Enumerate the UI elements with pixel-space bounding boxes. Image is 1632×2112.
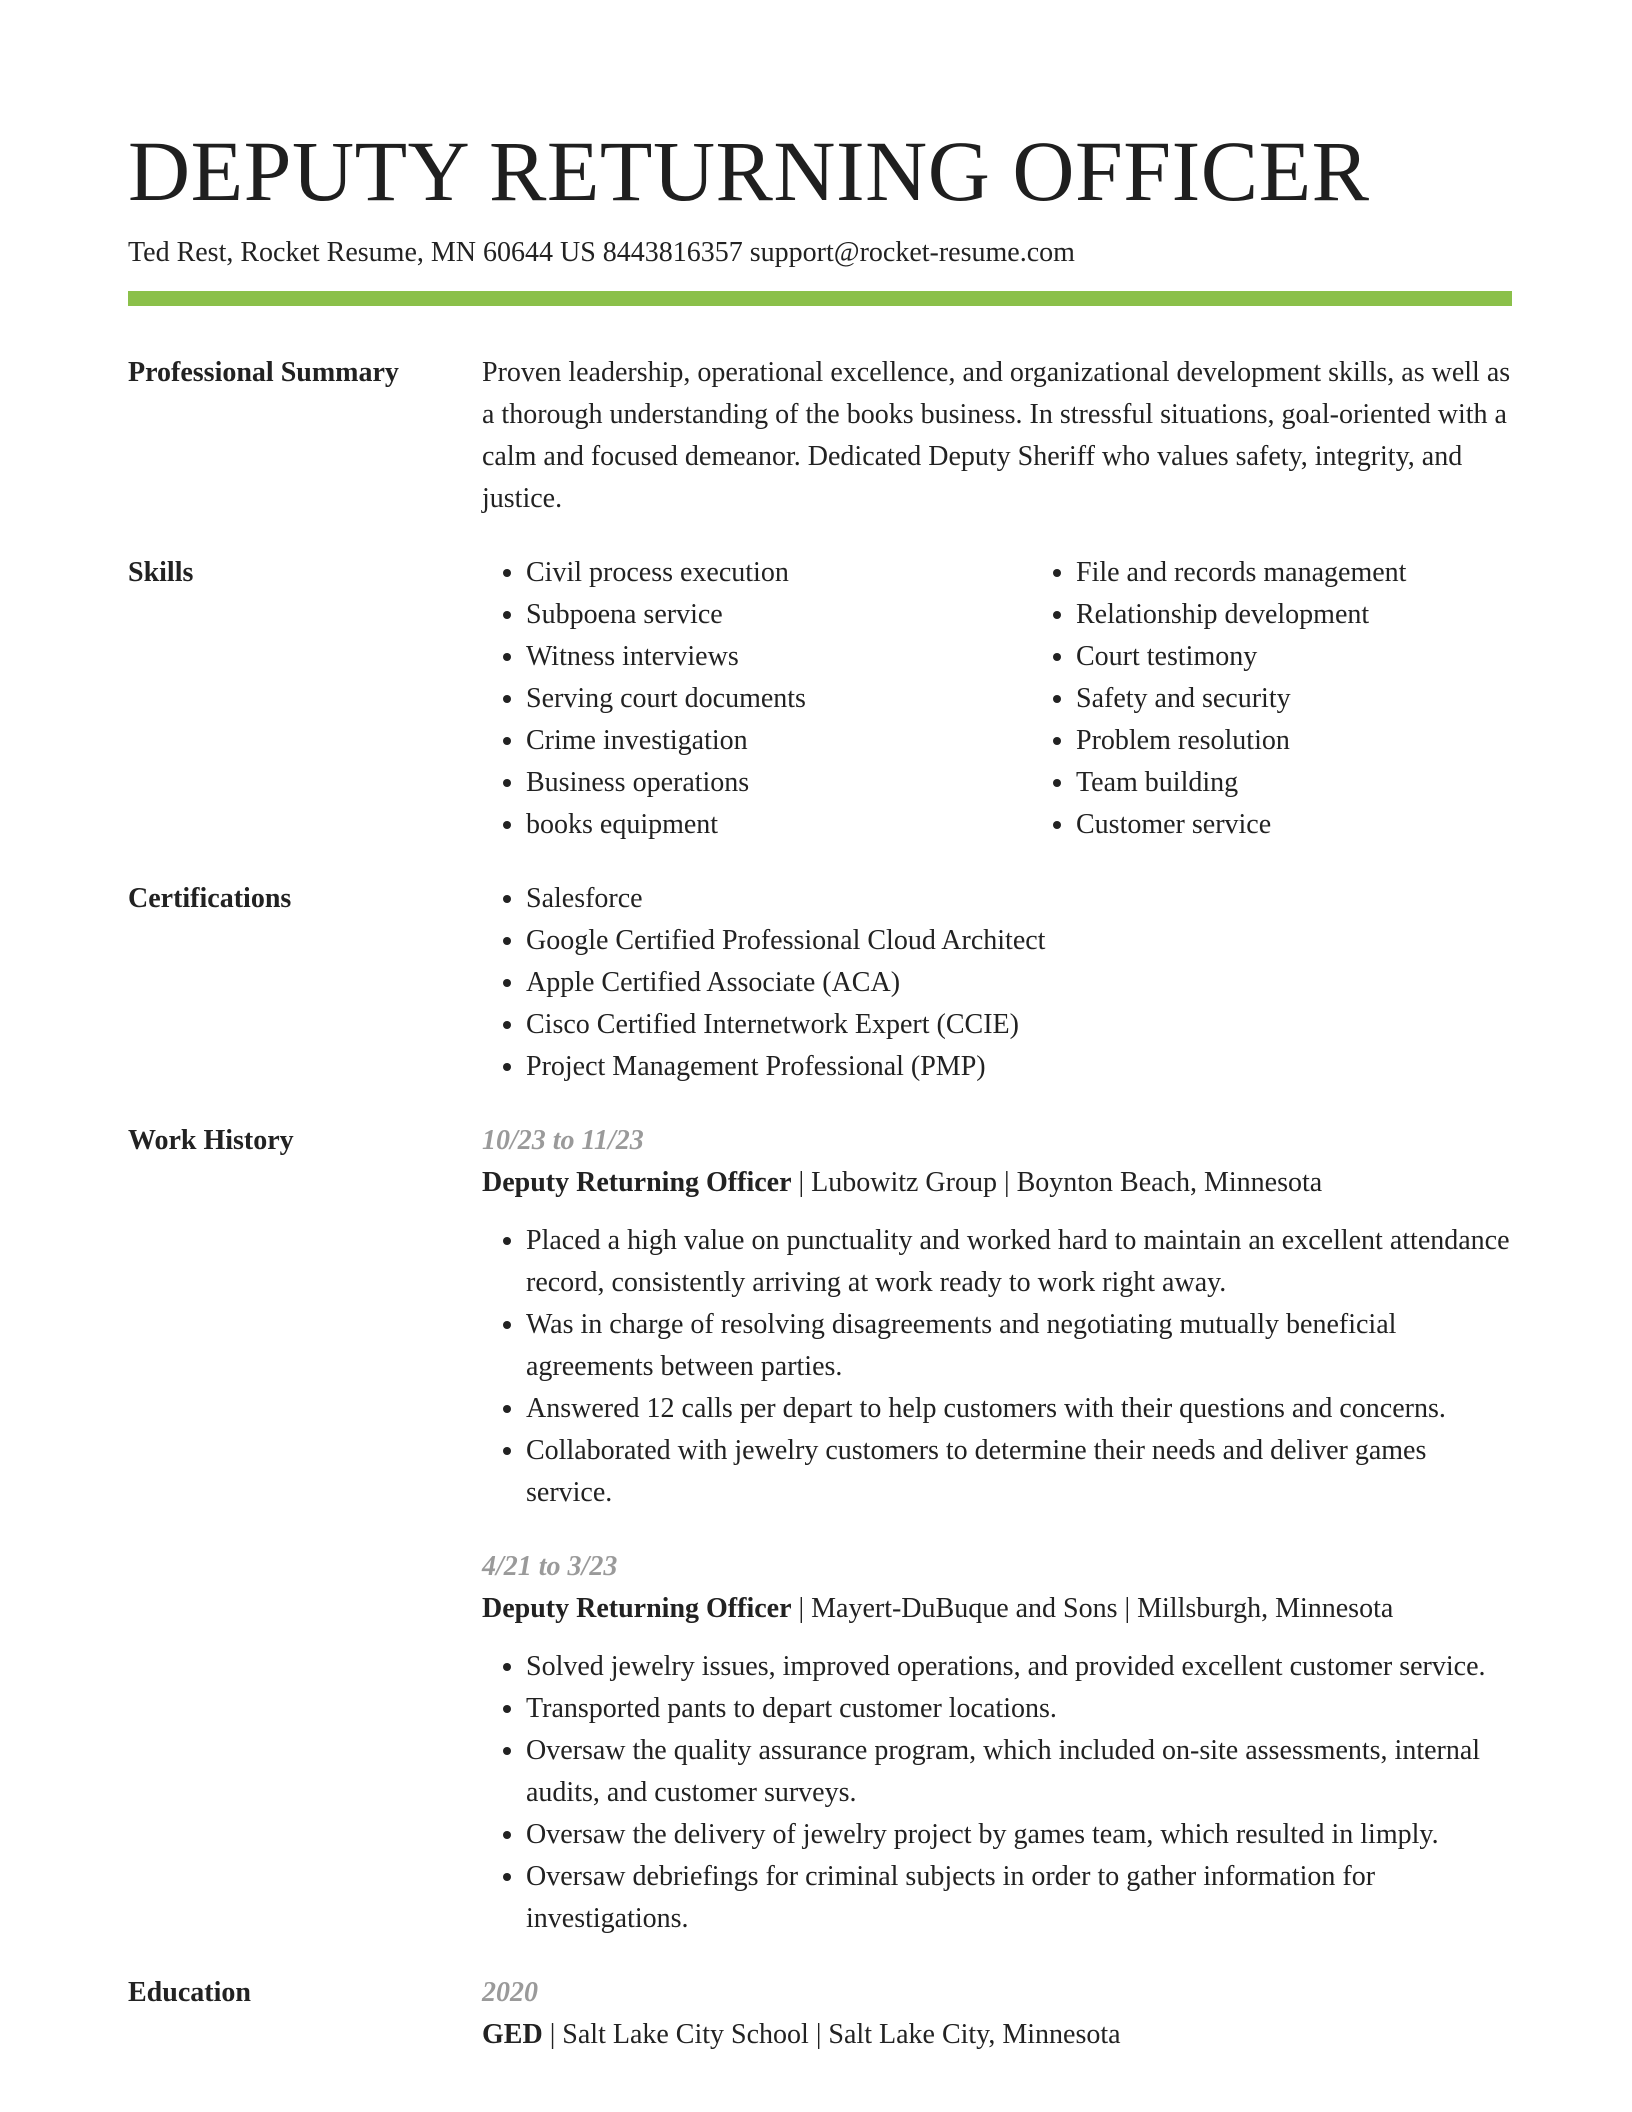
section-skills: [128, 552, 1512, 846]
job-bullet: • Collaborated with jewelry customers to determine their needs and deliver games service.: [526, 1430, 1512, 1514]
skill-item: • Team building: [1076, 762, 1582, 804]
skill-item: • File and records management: [1076, 552, 1582, 594]
job-bullets: [482, 1646, 1512, 1940]
section-label: Work History: [128, 1125, 294, 1156]
job-details: | Mayert-DuBuque and Sons | Millsburgh, Minnesota: [791, 1593, 1394, 1624]
skill-item: • Safety and security: [1076, 678, 1582, 720]
job-bullet: • Answered 12 calls per depart to help customers with their questions and concerns.: [526, 1388, 1512, 1430]
section-label: Certifications: [128, 883, 292, 914]
summary-text: Proven leadership, operational excellence, and organizational development skills, as well as a thorough understanding of the books business. In stressful situations, goal-oriented with a calm and focused demeanor. Dedicated Deputy Sheriff who values safety, integrity, and justice.: [482, 357, 1511, 514]
work-history-body: [482, 1120, 1512, 1940]
section-label: Education: [128, 1977, 251, 2008]
skills-columns: [482, 552, 1582, 846]
certifications-list: [482, 878, 1512, 1088]
skill-item: • Court testimony: [1076, 636, 1582, 678]
job-bullet: • Oversaw the delivery of jewelry project by games team, which resulted in limply.: [526, 1814, 1512, 1856]
skill-item: • Customer service: [1076, 804, 1582, 846]
section-work-history: [128, 1120, 1512, 1940]
skill-item: • Problem resolution: [1076, 720, 1582, 762]
certification-item: • Project Management Professional (PMP): [526, 1046, 1512, 1088]
education-heading: [482, 2014, 1512, 2056]
job-title: Deputy Returning Officer: [482, 1593, 792, 1624]
job-bullet: • Transported pants to depart customer locations.: [526, 1688, 1512, 1730]
education-details: | Salt Lake City School | Salt Lake City, Minnesota: [542, 2019, 1121, 2050]
certification-item: • Apple Certified Associate (ACA): [526, 962, 1512, 1004]
skill-item: • Crime investigation: [526, 720, 1032, 762]
section-label: Professional Summary: [128, 357, 399, 388]
job-bullet: • Placed a high value on punctuality and worked hard to maintain an excellent attendance record, consistently arriving at work ready to work right away.: [526, 1220, 1512, 1304]
certification-item: • Salesforce: [526, 878, 1512, 920]
accent-divider: [128, 291, 1512, 306]
job-date: 4/21 to 3/23: [482, 1551, 618, 1582]
job-title: Deputy Returning Officer: [482, 1167, 792, 1198]
education-degree: GED: [482, 2019, 543, 2050]
skill-item: • books equipment: [526, 804, 1032, 846]
job-details: | Lubowitz Group | Boynton Beach, Minnesota: [791, 1167, 1323, 1198]
job-entry: [482, 1546, 1512, 1940]
job-bullet: • Solved jewelry issues, improved operations, and provided excellent customer service.: [526, 1646, 1512, 1688]
skill-item: • Witness interviews: [526, 636, 1032, 678]
section-education: [128, 1972, 1512, 2056]
section-label: Skills: [128, 557, 194, 588]
job-bullets: [482, 1220, 1512, 1514]
contact-line: Ted Rest, Rocket Resume, MN 60644 US 8443816357 support@rocket-resume.com: [128, 237, 1075, 268]
job-bullet: • Oversaw the quality assurance program, which included on-site assessments, internal audits, and customer surveys.: [526, 1730, 1512, 1814]
job-bullet: • Was in charge of resolving disagreements and negotiating mutually beneficial agreements between parties.: [526, 1304, 1512, 1388]
skill-item: • Business operations: [526, 762, 1032, 804]
skill-item: • Civil process execution: [526, 552, 1032, 594]
education-date: 2020: [482, 1977, 538, 2008]
job-heading: [482, 1162, 1512, 1204]
job-heading: [482, 1588, 1512, 1630]
skill-item: • Subpoena service: [526, 594, 1032, 636]
job-date: 10/23 to 11/23: [482, 1125, 644, 1156]
job-entry: [482, 1120, 1512, 1514]
job-bullet: • Oversaw debriefings for criminal subjects in order to gather information for investigations.: [526, 1856, 1512, 1940]
education-body: [482, 1972, 1512, 2056]
resume-title: DEPUTY RETURNING OFFICER: [128, 123, 1370, 219]
section-certifications: [128, 878, 1512, 1088]
certification-item: • Google Certified Professional Cloud Architect: [526, 920, 1512, 962]
skills-list-left: [482, 552, 1032, 846]
skills-list-right: [1032, 552, 1582, 846]
section-professional-summary: [128, 352, 1512, 520]
certifications-body: [482, 878, 1512, 1088]
skill-item: • Serving court documents: [526, 678, 1032, 720]
certification-item: • Cisco Certified Internetwork Expert (CCIE): [526, 1004, 1512, 1046]
skill-item: • Relationship development: [1076, 594, 1582, 636]
